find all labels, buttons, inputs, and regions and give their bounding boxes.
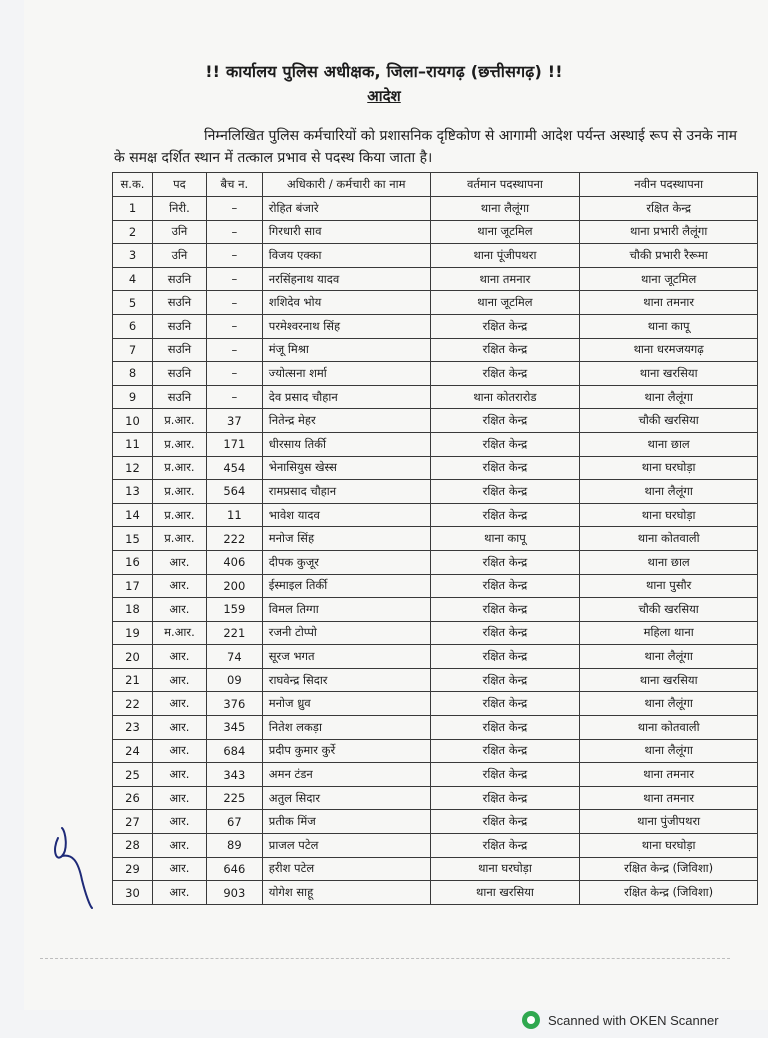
cell-name: अमन टंडन <box>262 763 430 787</box>
cell-name: दीपक कुजूर <box>262 550 430 574</box>
cell-new-posting: थाना लैलूंगा <box>580 645 758 669</box>
posting-table <box>112 172 758 905</box>
cell-name: रामप्रसाद चौहान <box>262 480 430 504</box>
cell-current-posting: रक्षित केन्द्र <box>430 810 580 834</box>
cell-new-posting: चौकी खरसिया <box>580 409 758 433</box>
cell-serial: 17 <box>113 574 153 598</box>
cell-name: प्रदीप कुमार कुर्रे <box>262 739 430 763</box>
cell-current-posting: रक्षित केन्द्र <box>430 763 580 787</box>
cell-rank: आर. <box>152 668 206 692</box>
table-row <box>113 338 758 362</box>
table-row <box>113 362 758 386</box>
table-row <box>113 763 758 787</box>
cell-name: देव प्रसाद चौहान <box>262 385 430 409</box>
cell-name: विजय एक्का <box>262 244 430 268</box>
table-row <box>113 645 758 669</box>
cell-name: परमेश्वरनाथ सिंह <box>262 314 430 338</box>
order-heading: आदेश <box>367 87 401 105</box>
cell-current-posting: थाना लैलूंगा <box>430 197 580 221</box>
cell-rank: सउनि <box>152 267 206 291</box>
cell-new-posting: थाना पुसौर <box>580 574 758 598</box>
cell-serial: 22 <box>113 692 153 716</box>
cell-new-posting: महिला थाना <box>580 621 758 645</box>
cell-current-posting: रक्षित केन्द्र <box>430 503 580 527</box>
table-row <box>113 621 758 645</box>
cell-new-posting: थाना कापू <box>580 314 758 338</box>
scanner-label: Scanned with OKEN Scanner <box>548 1012 719 1028</box>
cell-name: नितेश लकड़ा <box>262 716 430 740</box>
cell-batch: 684 <box>206 739 262 763</box>
table-row <box>113 810 758 834</box>
cell-current-posting: रक्षित केन्द्र <box>430 480 580 504</box>
cell-rank: प्र.आर. <box>152 527 206 551</box>
cell-rank: सउनि <box>152 291 206 315</box>
cell-current-posting: रक्षित केन्द्र <box>430 598 580 622</box>
handwritten-signature-icon <box>48 820 118 920</box>
cell-serial: 8 <box>113 362 153 386</box>
cell-serial: 29 <box>113 857 153 881</box>
cell-batch: 343 <box>206 763 262 787</box>
cell-new-posting: रक्षित केन्द्र <box>580 197 758 221</box>
cell-new-posting: थाना पुंजीपथरा <box>580 810 758 834</box>
cell-current-posting: रक्षित केन्द्र <box>430 314 580 338</box>
cell-new-posting: थाना छाल <box>580 550 758 574</box>
cell-name: रजनी टोप्पो <box>262 621 430 645</box>
cell-serial: 20 <box>113 645 153 669</box>
cell-batch: 903 <box>206 881 262 905</box>
cell-rank: आर. <box>152 881 206 905</box>
cell-batch: – <box>206 314 262 338</box>
cell-rank: प्र.आर. <box>152 503 206 527</box>
cell-current-posting: रक्षित केन्द्र <box>430 574 580 598</box>
cell-name: नितेन्द्र मेहर <box>262 409 430 433</box>
cell-current-posting: थाना पूंजीपथरा <box>430 244 580 268</box>
cell-current-posting: रक्षित केन्द्र <box>430 338 580 362</box>
cell-rank: प्र.आर. <box>152 432 206 456</box>
office-title: !! कार्यालय पुलिस अधीक्षक, जिला–रायगढ़ (छत्तीसगढ़) !! <box>205 62 563 81</box>
cell-rank: म.आर. <box>152 621 206 645</box>
cell-serial: 4 <box>113 267 153 291</box>
cell-batch: 454 <box>206 456 262 480</box>
cell-name: रोहित बंजारे <box>262 197 430 221</box>
cell-new-posting: चौकी प्रभारी रैरूमा <box>580 244 758 268</box>
cell-new-posting: थाना तमनार <box>580 763 758 787</box>
table-row <box>113 857 758 881</box>
cell-name: योगेश साहू <box>262 881 430 905</box>
cell-batch: 646 <box>206 857 262 881</box>
col-header-batch: बैच न. <box>206 173 262 197</box>
cell-rank: आर. <box>152 574 206 598</box>
cell-name: राघवेन्द्र सिदार <box>262 668 430 692</box>
cell-serial: 23 <box>113 716 153 740</box>
cell-new-posting: रक्षित केन्द्र (जिविशा) <box>580 881 758 905</box>
cell-rank: सउनि <box>152 362 206 386</box>
cell-new-posting: थाना तमनार <box>580 291 758 315</box>
cell-batch: 09 <box>206 668 262 692</box>
cell-batch: 564 <box>206 480 262 504</box>
table-row <box>113 409 758 433</box>
table-row <box>113 291 758 315</box>
cell-new-posting: थाना छाल <box>580 432 758 456</box>
cell-rank: आर. <box>152 857 206 881</box>
cell-serial: 2 <box>113 220 153 244</box>
order-intro-text: निम्नलिखित पुलिस कर्मचारियों को प्रशासनिक दृष्टिकोण से आगामी आदेश पर्यन्त अस्थाई रूप से उनके नाम के समक्ष दर्शित स्थान में तत्काल प्रभाव से पदस्थ किया जाता है। <box>114 128 737 166</box>
table-row <box>113 598 758 622</box>
cell-serial: 1 <box>113 197 153 221</box>
cell-serial: 3 <box>113 244 153 268</box>
cell-serial: 15 <box>113 527 153 551</box>
cell-current-posting: रक्षित केन्द्र <box>430 621 580 645</box>
cell-serial: 25 <box>113 763 153 787</box>
cell-new-posting: थाना तमनार <box>580 786 758 810</box>
cell-name: शशिदेव भोय <box>262 291 430 315</box>
cell-current-posting: रक्षित केन्द्र <box>430 362 580 386</box>
cell-name: सूरज भगत <box>262 645 430 669</box>
cell-rank: आर. <box>152 692 206 716</box>
cell-serial: 18 <box>113 598 153 622</box>
cell-batch: 159 <box>206 598 262 622</box>
table-body <box>113 197 758 905</box>
cell-serial: 5 <box>113 291 153 315</box>
cell-new-posting: रक्षित केन्द्र (जिविशा) <box>580 857 758 881</box>
cell-batch: 200 <box>206 574 262 598</box>
cell-batch: 67 <box>206 810 262 834</box>
table-row <box>113 550 758 574</box>
cell-new-posting: थाना प्रभारी लैलूंगा <box>580 220 758 244</box>
cell-serial: 21 <box>113 668 153 692</box>
table-row <box>113 692 758 716</box>
cell-new-posting: थाना धरमजयगढ़ <box>580 338 758 362</box>
cell-rank: आर. <box>152 739 206 763</box>
cell-rank: आर. <box>152 550 206 574</box>
col-header-serial: स.क. <box>113 173 153 197</box>
cell-batch: 225 <box>206 786 262 810</box>
table-row <box>113 527 758 551</box>
cell-batch: 74 <box>206 645 262 669</box>
cell-new-posting: चौकी खरसिया <box>580 598 758 622</box>
cell-batch: – <box>206 338 262 362</box>
table-row <box>113 456 758 480</box>
table-row <box>113 197 758 221</box>
table-row <box>113 503 758 527</box>
cell-rank: प्र.आर. <box>152 456 206 480</box>
cell-batch: – <box>206 197 262 221</box>
cell-rank: प्र.आर. <box>152 480 206 504</box>
cell-rank: उनि <box>152 244 206 268</box>
cell-name: धीरसाय तिर्की <box>262 432 430 456</box>
cell-serial: 10 <box>113 409 153 433</box>
cell-current-posting: रक्षित केन्द्र <box>430 409 580 433</box>
cell-serial: 9 <box>113 385 153 409</box>
cell-batch: 37 <box>206 409 262 433</box>
cell-batch: – <box>206 362 262 386</box>
cell-rank: आर. <box>152 763 206 787</box>
cell-rank: निरी. <box>152 197 206 221</box>
cell-serial: 7 <box>113 338 153 362</box>
cell-current-posting: थाना घरघोड़ा <box>430 857 580 881</box>
col-header-name: अधिकारी / कर्मचारी का नाम <box>262 173 430 197</box>
cell-current-posting: थाना कोतरारोड <box>430 385 580 409</box>
cell-name: ज्योत्सना शर्मा <box>262 362 430 386</box>
table-row <box>113 668 758 692</box>
cell-name: विमल तिग्गा <box>262 598 430 622</box>
cell-current-posting: थाना कापू <box>430 527 580 551</box>
col-header-current-posting: वर्तमान पदस्थापना <box>430 173 580 197</box>
cell-batch: 89 <box>206 834 262 858</box>
cell-current-posting: थाना जूटमिल <box>430 220 580 244</box>
cell-serial: 27 <box>113 810 153 834</box>
oken-scanner-logo-icon <box>522 1011 540 1029</box>
table-row <box>113 267 758 291</box>
table-row <box>113 881 758 905</box>
cell-current-posting: थाना जूटमिल <box>430 291 580 315</box>
cell-batch: – <box>206 267 262 291</box>
cell-new-posting: थाना लैलूंगा <box>580 385 758 409</box>
cell-rank: आर. <box>152 810 206 834</box>
cell-current-posting: रक्षित केन्द्र <box>430 716 580 740</box>
cell-current-posting: रक्षित केन्द्र <box>430 668 580 692</box>
cell-rank: उनि <box>152 220 206 244</box>
cell-current-posting: रक्षित केन्द्र <box>430 645 580 669</box>
table-row <box>113 432 758 456</box>
cell-serial: 14 <box>113 503 153 527</box>
table-row <box>113 220 758 244</box>
cell-current-posting: रक्षित केन्द्र <box>430 786 580 810</box>
cell-new-posting: थाना घरघोड़ा <box>580 456 758 480</box>
cell-batch: 376 <box>206 692 262 716</box>
cell-serial: 13 <box>113 480 153 504</box>
cell-batch: 406 <box>206 550 262 574</box>
cell-rank: सउनि <box>152 338 206 362</box>
cell-serial: 28 <box>113 834 153 858</box>
cell-name: भेनासियुस खेस्स <box>262 456 430 480</box>
cell-new-posting: थाना खरसिया <box>580 362 758 386</box>
cell-current-posting: रक्षित केन्द्र <box>430 739 580 763</box>
cell-rank: आर. <box>152 786 206 810</box>
cell-batch: – <box>206 291 262 315</box>
cell-name: नरसिंहनाथ यादव <box>262 267 430 291</box>
table-row <box>113 244 758 268</box>
cell-name: मनोज ध्रुव <box>262 692 430 716</box>
cell-batch: – <box>206 244 262 268</box>
cell-serial: 11 <box>113 432 153 456</box>
cell-new-posting: थाना लैलूंगा <box>580 692 758 716</box>
cell-new-posting: थाना घरघोड़ा <box>580 834 758 858</box>
cell-name: मंजू मिश्रा <box>262 338 430 362</box>
cell-name: मनोज सिंह <box>262 527 430 551</box>
cell-current-posting: रक्षित केन्द्र <box>430 834 580 858</box>
cell-batch: – <box>206 220 262 244</box>
cell-new-posting: थाना कोतवाली <box>580 716 758 740</box>
table-row <box>113 574 758 598</box>
cell-batch: 222 <box>206 527 262 551</box>
cell-name: प्राजल पटेल <box>262 834 430 858</box>
cell-name: प्रतीक मिंज <box>262 810 430 834</box>
cell-new-posting: थाना खरसिया <box>580 668 758 692</box>
cell-rank: आर. <box>152 716 206 740</box>
cell-rank: सउनि <box>152 385 206 409</box>
cell-batch: 11 <box>206 503 262 527</box>
cell-name: अतुल सिदार <box>262 786 430 810</box>
cell-serial: 30 <box>113 881 153 905</box>
cell-serial: 26 <box>113 786 153 810</box>
table-row <box>113 739 758 763</box>
cell-current-posting: रक्षित केन्द्र <box>430 456 580 480</box>
col-header-rank: पद <box>152 173 206 197</box>
cell-rank: प्र.आर. <box>152 409 206 433</box>
cell-serial: 24 <box>113 739 153 763</box>
col-header-new-posting: नवीन पदस्थापना <box>580 173 758 197</box>
table-row <box>113 385 758 409</box>
cell-name: हरीश पटेल <box>262 857 430 881</box>
scanner-watermark <box>522 1010 719 1030</box>
cell-rank: आर. <box>152 598 206 622</box>
cell-current-posting: रक्षित केन्द्र <box>430 432 580 456</box>
cell-new-posting: थाना लैलूंगा <box>580 480 758 504</box>
cell-new-posting: थाना लैलूंगा <box>580 739 758 763</box>
cell-new-posting: थाना जूटमिल <box>580 267 758 291</box>
cell-name: गिरधारी साव <box>262 220 430 244</box>
table-row <box>113 786 758 810</box>
cell-current-posting: रक्षित केन्द्र <box>430 550 580 574</box>
cell-serial: 16 <box>113 550 153 574</box>
cell-name: ईस्माइल तिर्की <box>262 574 430 598</box>
cell-batch: 171 <box>206 432 262 456</box>
cell-serial: 19 <box>113 621 153 645</box>
cell-current-posting: रक्षित केन्द्र <box>430 692 580 716</box>
cell-serial: 6 <box>113 314 153 338</box>
cell-batch: 345 <box>206 716 262 740</box>
cell-name: भावेश यादव <box>262 503 430 527</box>
table-row <box>113 716 758 740</box>
cell-rank: सउनि <box>152 314 206 338</box>
cell-current-posting: थाना खरसिया <box>430 881 580 905</box>
cell-batch: – <box>206 385 262 409</box>
cell-new-posting: थाना घरघोड़ा <box>580 503 758 527</box>
cell-serial: 12 <box>113 456 153 480</box>
table-row <box>113 480 758 504</box>
table-header-row <box>113 173 758 197</box>
order-intro <box>114 125 744 169</box>
cell-current-posting: थाना तमनार <box>430 267 580 291</box>
cell-new-posting: थाना कोतवाली <box>580 527 758 551</box>
table-row <box>113 834 758 858</box>
cell-rank: आर. <box>152 645 206 669</box>
cell-batch: 221 <box>206 621 262 645</box>
scan-edge-line <box>40 958 730 959</box>
table-row <box>113 314 758 338</box>
cell-rank: आर. <box>152 834 206 858</box>
